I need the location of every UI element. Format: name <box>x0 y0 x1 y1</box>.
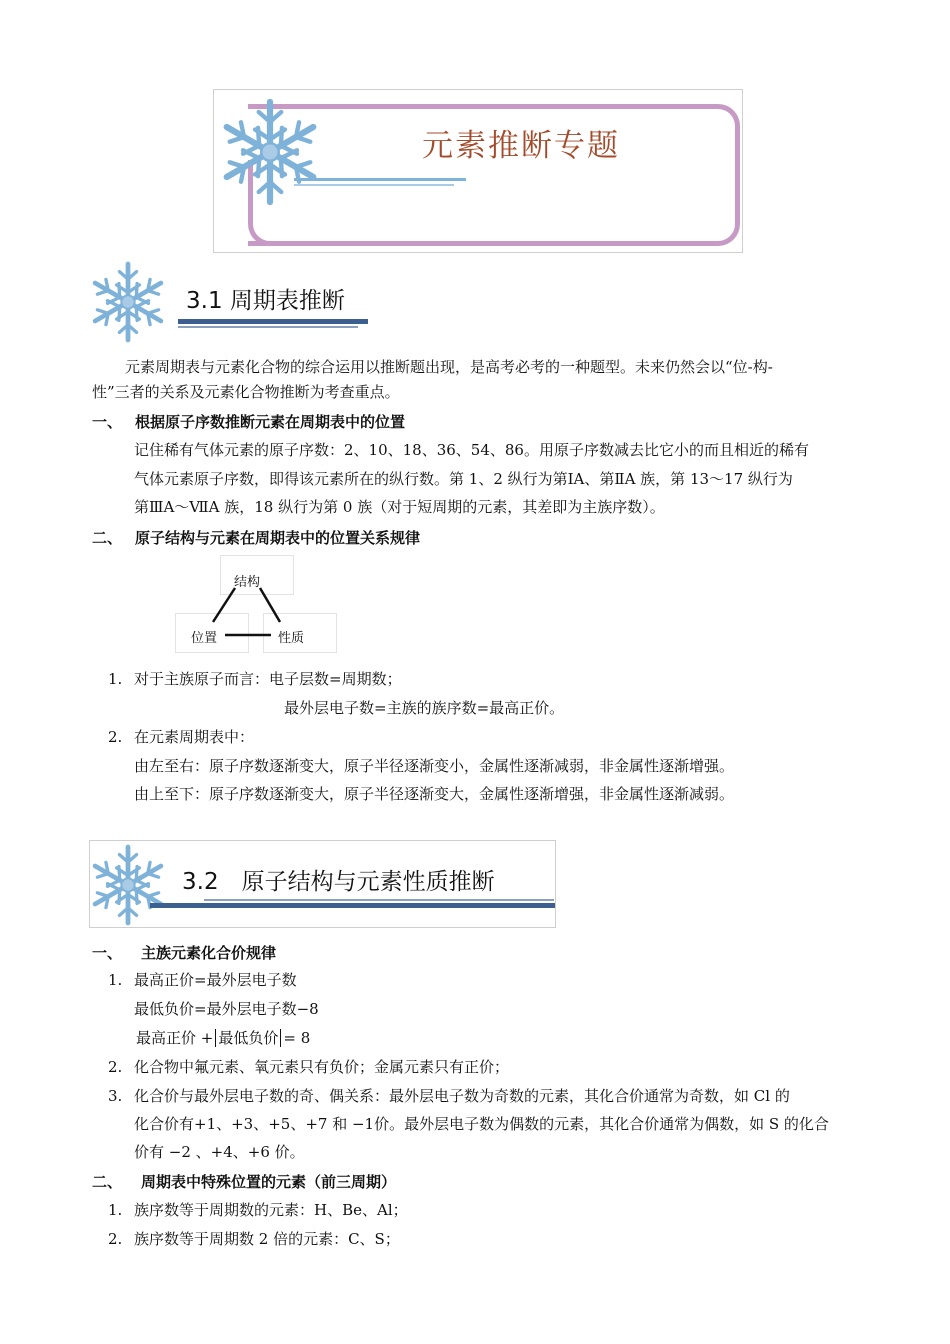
section-title: 3.2 原子结构与元素性质推断 <box>182 869 495 895</box>
list-item: 最低负价=最外层电子数−8 <box>134 1000 319 1018</box>
list-item: 族序数等于周期数 2 倍的元素：C、S； <box>134 1230 400 1248</box>
list-number: 2. <box>108 1058 123 1076</box>
list-number: 1. <box>108 971 123 989</box>
section-banner <box>89 840 556 928</box>
intro-text: 元素周期表与元素化合物的综合运用以推断题出现，是高考必考的一种题型。未来仍然会以“位-构- <box>125 358 773 376</box>
list-item: 在元素周期表中： <box>134 728 255 746</box>
list-item: 对于主族原子而言：电子层数=周期数； <box>134 670 402 688</box>
paragraph: 记住稀有气体元素的原子序数：2、10、18、36、54、86。用原子序数减去比它小的而且相近的稀有 <box>134 441 809 459</box>
diagram-label-right: 性质 <box>278 631 305 646</box>
list-item: 价有 −2 、+4、+6 价。 <box>134 1143 305 1161</box>
page-title: 元素推断专题 <box>422 128 620 164</box>
list-number: 2. <box>108 728 123 746</box>
formula <box>136 1024 310 1052</box>
list-item: 族序数等于周期数的元素：H、Be、Al； <box>134 1201 408 1219</box>
diagram-label-left: 位置 <box>191 631 218 646</box>
formula-part: 最高正价 + <box>136 1029 214 1047</box>
section-title: 3.1 周期表推断 <box>186 288 345 314</box>
heading-number: 一、 <box>92 413 123 431</box>
heading-number: 二、 <box>92 1173 123 1191</box>
list-item: 由左至右：原子序数逐渐变大，原子半径逐渐变小，金属性逐渐减弱，非金属性逐渐增强。 <box>134 757 735 775</box>
section-rule <box>204 899 554 901</box>
section-rule <box>178 326 358 328</box>
heading-number: 一、 <box>92 944 123 962</box>
list-number: 1. <box>108 670 123 688</box>
list-item: 最高正价=最外层电子数 <box>134 971 297 989</box>
list-item: 最外层电子数=主族的族序数=最高正价。 <box>284 699 565 717</box>
heading-number: 二、 <box>92 529 123 547</box>
paragraph: 第ⅢA～ⅦA 族，18 纵行为第 0 族（对于短周期的元素，其差即为主族序数）。 <box>134 498 665 516</box>
intro-text: 性”三者的关系及元素化合物推断为考查重点。 <box>92 383 400 401</box>
snowflake-icon <box>216 92 326 212</box>
list-number: 1. <box>108 1201 123 1219</box>
absolute-value: 最低负价 <box>215 1029 281 1047</box>
subheading: 主族元素化合价规律 <box>141 944 277 962</box>
section-rule <box>178 319 368 324</box>
subheading: 周期表中特殊位置的元素（前三周期） <box>141 1173 397 1191</box>
structure-diagram <box>175 555 340 655</box>
list-item: 化合物中氟元素、氧元素只有负价；金属元素只有正价； <box>134 1058 510 1076</box>
section-rule <box>150 903 555 908</box>
list-number: 2. <box>108 1230 123 1248</box>
snowflake-icon <box>88 258 168 346</box>
list-item: 由上至下：原子序数逐渐变大，原子半径逐渐变大，金属性逐渐增强，非金属性逐渐减弱。 <box>134 785 735 803</box>
subheading: 根据原子序数推断元素在周期表中的位置 <box>135 413 406 431</box>
formula-part: = 8 <box>283 1029 311 1047</box>
diagram-label-top: 结构 <box>234 575 261 590</box>
title-banner <box>213 89 743 253</box>
subheading: 原子结构与元素在周期表中的位置关系规律 <box>135 529 421 547</box>
list-number: 3. <box>108 1087 123 1105</box>
paragraph: 气体元素原子序数，即得该元素所在的纵行数。第 1、2 纵行为第ⅠA、第ⅡA 族，第 13～17 纵行为 <box>134 470 793 488</box>
snowflake-icon <box>90 841 170 929</box>
list-item: 化合价有+1、+3、+5、+7 和 −1价。最外层电子数为偶数的元素，其化合价通常为偶数，如 S 的化合 <box>134 1115 829 1133</box>
list-item: 化合价与最外层电子数的奇、偶关系：最外层电子数为奇数的元素，其化合价通常为奇数，如 Cl 的 <box>134 1087 790 1105</box>
